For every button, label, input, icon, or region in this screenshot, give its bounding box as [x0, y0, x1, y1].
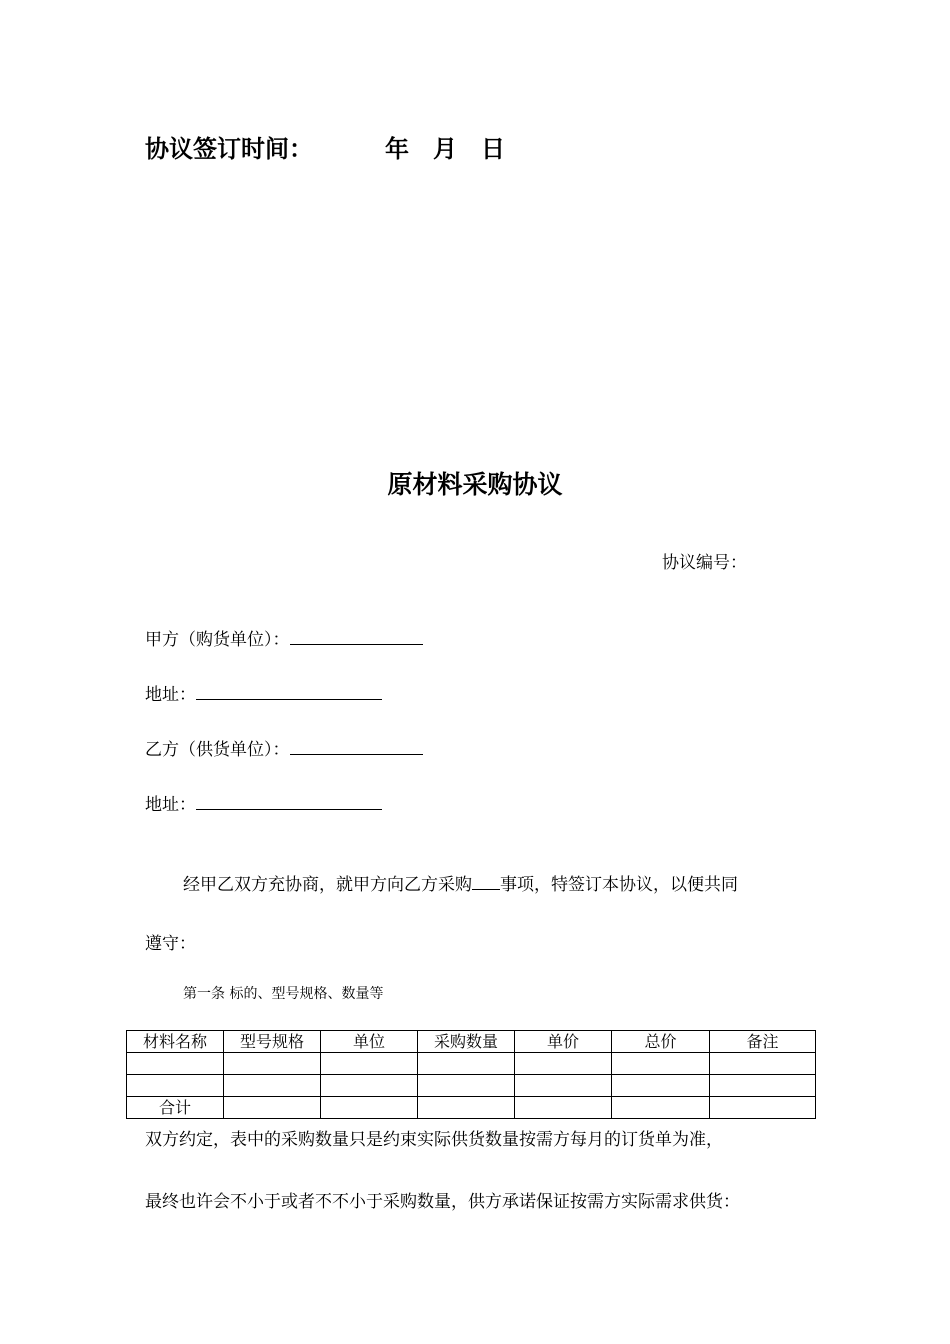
table-header-cell: 总价 [612, 1031, 710, 1053]
table-header-cell: 材料名称 [127, 1031, 224, 1053]
preamble-line-1 [183, 871, 738, 898]
after-table-line-2: 最终也许会不小于或者不不小于采购数量，供方承诺保证按需方实际需求供货： [145, 1192, 740, 1212]
table-row [127, 1075, 816, 1097]
address-a-label: 地址： [145, 685, 196, 705]
article-1-heading: 第一条 标的、型号规格、数量等 [183, 986, 384, 1002]
table-cell[interactable] [321, 1075, 418, 1097]
preamble-line-2: 遵守： [145, 934, 196, 954]
table-header-cell: 备注 [710, 1031, 816, 1053]
table-cell[interactable] [224, 1097, 321, 1119]
table-cell[interactable] [710, 1097, 816, 1119]
table-cell[interactable] [127, 1053, 224, 1075]
address-a-line [145, 681, 382, 708]
table-cell[interactable] [515, 1053, 612, 1075]
table-cell[interactable] [418, 1053, 515, 1075]
table-header-cell: 单位 [321, 1031, 418, 1053]
purchase-item-blank[interactable] [472, 871, 500, 890]
preamble-text-before: 经甲乙双方充协商，就甲方向乙方采购 [183, 875, 472, 895]
signing-date-label: 协议签订时间： [145, 135, 313, 163]
year-label: 年 [385, 135, 409, 163]
table-header-cell: 采购数量 [418, 1031, 515, 1053]
table-cell[interactable] [321, 1097, 418, 1119]
party-b-line [145, 736, 423, 763]
table-cell[interactable] [321, 1053, 418, 1075]
materials-table [126, 1030, 816, 1119]
month-label: 月 [433, 135, 457, 163]
signing-date-fields [385, 131, 529, 167]
table-header-row [127, 1031, 816, 1053]
table-cell[interactable] [710, 1053, 816, 1075]
party-a-label: 甲方（购货单位）： [145, 630, 290, 650]
table-cell[interactable] [710, 1075, 816, 1097]
document-title: 原材料采购协议 [387, 470, 563, 499]
table-header-cell: 型号规格 [224, 1031, 321, 1053]
table-total-label: 合计 [127, 1097, 224, 1119]
table-cell[interactable] [224, 1053, 321, 1075]
party-b-blank[interactable] [290, 736, 423, 755]
address-b-blank[interactable] [196, 791, 382, 810]
party-b-label: 乙方（供货单位）： [145, 740, 290, 760]
preamble-text-after: 事项，特签订本协议，以便共同 [500, 875, 738, 895]
table-total-row [127, 1097, 816, 1119]
table-cell[interactable] [612, 1097, 710, 1119]
agreement-number-label: 协议编号： [662, 553, 747, 573]
address-a-blank[interactable] [196, 681, 382, 700]
table-cell[interactable] [612, 1075, 710, 1097]
party-a-blank[interactable] [290, 626, 423, 645]
table-row [127, 1053, 816, 1075]
table-cell[interactable] [224, 1075, 321, 1097]
address-b-line [145, 791, 382, 818]
signing-date-line [145, 131, 529, 167]
table-cell[interactable] [127, 1075, 224, 1097]
table-cell[interactable] [418, 1075, 515, 1097]
table-cell[interactable] [515, 1097, 612, 1119]
after-table-line-1: 双方约定，表中的采购数量只是约束实际供货数量按需方每月的订货单为准， [145, 1130, 723, 1150]
table-cell[interactable] [515, 1075, 612, 1097]
address-b-label: 地址： [145, 795, 196, 815]
table-header-cell: 单价 [515, 1031, 612, 1053]
party-a-line [145, 626, 423, 653]
table-cell[interactable] [612, 1053, 710, 1075]
day-label: 日 [481, 135, 505, 163]
table-cell[interactable] [418, 1097, 515, 1119]
